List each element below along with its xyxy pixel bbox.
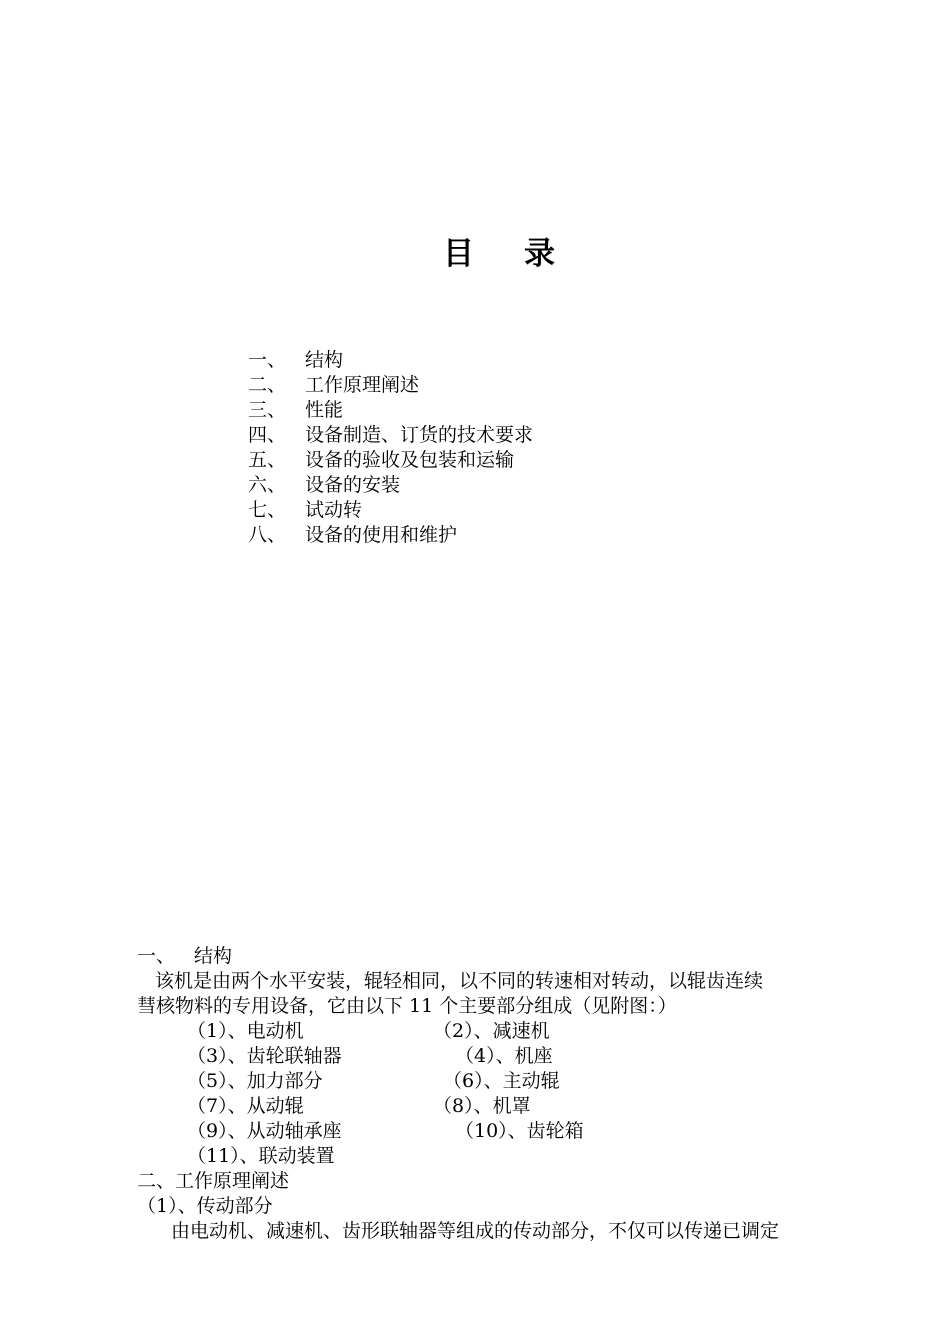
toc-item-number: 五、 [248,449,287,471]
part-item: （11）、联动装置 [187,1145,335,1167]
toc-item-label: 设备的使用和维护 [305,524,458,546]
paragraph-line: 由电动机、减速机、齿形联轴器等组成的传动部分，不仅可以传递已调定 [171,1220,780,1242]
sub-heading: （1）、传动部分 [137,1195,273,1217]
toc-item-number: 六、 [248,474,287,496]
toc-item-number: 七、 [248,499,287,521]
section-heading-label: 结构 [194,945,233,967]
toc-title-char-2: 录 [524,236,557,272]
toc-item [248,473,533,498]
parts-row [137,1094,867,1119]
toc-item-number: 一、 [248,349,287,371]
paragraph-line: 彗核物料的专用设备，它由以下 11 个主要部分组成（见附图：） [137,995,677,1017]
toc-item-label: 设备的安装 [305,474,401,496]
toc-item-label: 性能 [305,399,344,421]
part-item: （7）、从动辊 [187,1095,304,1117]
toc-item-label: 设备的验收及包装和运输 [305,449,515,471]
toc-item-number: 四、 [248,424,287,446]
part-item: （1）、电动机 [187,1020,304,1042]
parts-row [137,1119,867,1144]
section-heading-principle: 二、工作原理阐述 [137,1170,290,1192]
parts-row [137,1044,867,1069]
toc-item [248,448,533,473]
section-heading-structure [137,944,867,969]
parts-row [137,1144,867,1169]
part-item: （10）、齿轮箱 [455,1120,584,1142]
toc-item [248,398,533,423]
toc-item-number: 三、 [248,399,287,421]
part-item: （9）、从动轴承座 [187,1120,342,1142]
toc-item-label: 工作原理阐述 [305,374,420,396]
part-item: （3）、齿轮联轴器 [187,1045,342,1067]
toc-item [248,423,533,448]
toc-item [248,373,533,398]
document-body [137,944,867,1244]
part-item: （4）、机座 [455,1045,553,1067]
toc-item [248,498,533,523]
toc-item-label: 结构 [305,349,344,371]
toc-title [0,228,950,273]
toc-list [248,348,533,548]
part-item: （2）、减速机 [433,1020,550,1042]
toc-item [248,348,533,373]
paragraph-line: 该机是由两个水平安装，辊轻相同，以不同的转速相对转动，以辊齿连续 [155,970,764,992]
toc-item-label: 试动转 [305,499,363,521]
parts-row [137,1069,867,1094]
part-item: （8）、机罩 [433,1095,531,1117]
toc-title-char-1: 目 [443,236,476,272]
toc-item-label: 设备制造、订货的技术要求 [305,424,534,446]
toc-item-number: 二、 [248,374,287,396]
section-heading-number: 一、 [137,945,176,967]
toc-item [248,523,533,548]
parts-row [137,1019,867,1044]
toc-item-number: 八、 [248,524,287,546]
part-item: （5）、加力部分 [187,1070,323,1092]
part-item: （6）、主动辊 [443,1070,560,1092]
